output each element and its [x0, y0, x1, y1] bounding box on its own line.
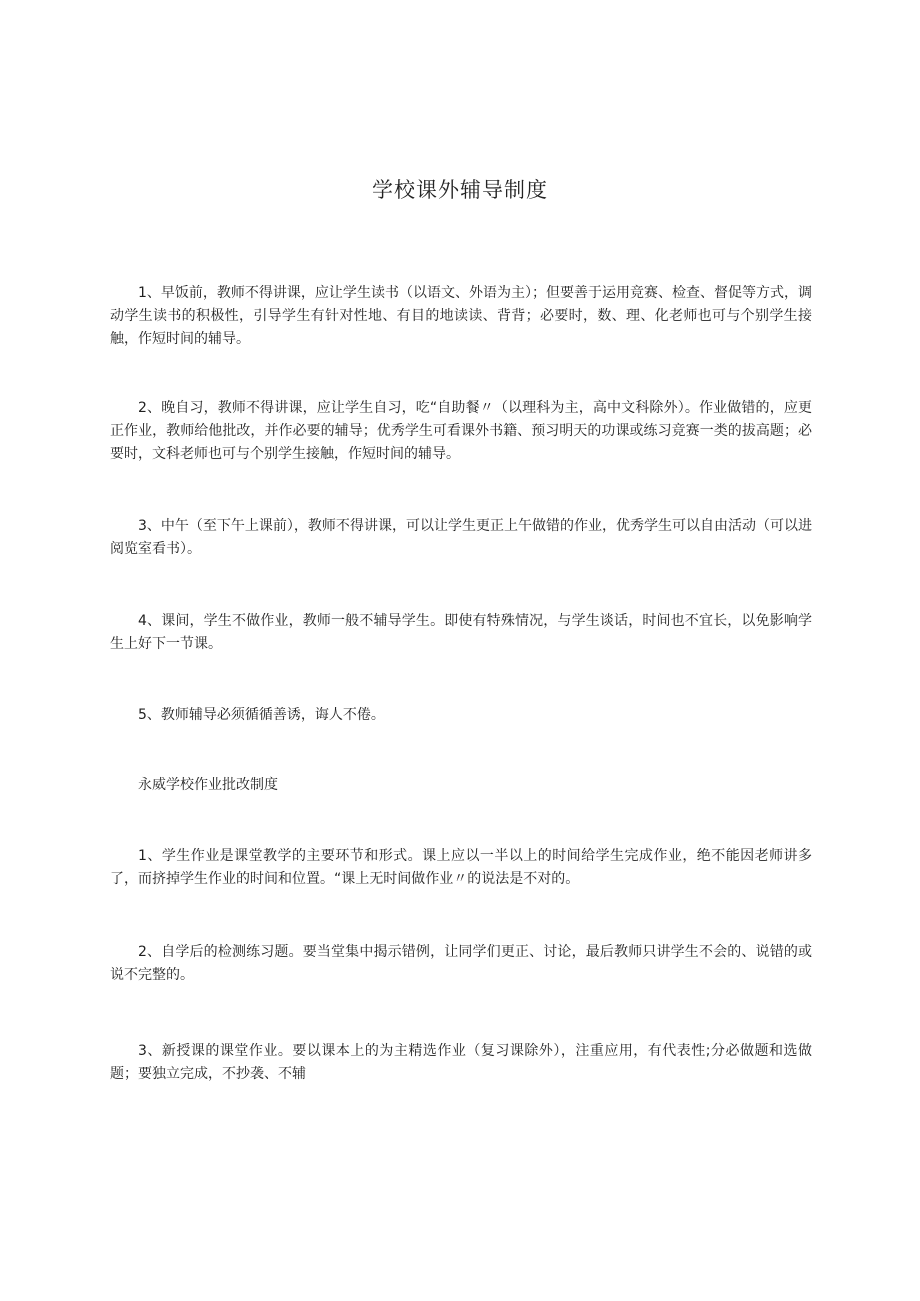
paragraph-homework-1: 1、学生作业是课堂教学的主要环节和形式。课上应以一半以上的时间给学生完成作业，绝不能因老师讲多了，而挤掉学生作业的时间和位置。“课上无时间做作业〃的说法是不对的。 — [110, 848, 812, 887]
paragraph-rule-3: 3、中午（至下午上课前），教师不得讲课，可以让学生更正上午做错的作业，优秀学生可以自由活动（可以进阅览室看书）。 — [110, 518, 812, 557]
paragraph-rule-4: 4、课间，学生不做作业，教师一般不辅导学生。即使有特殊情况，与学生谈话，时间也不宜长，以免影响学生上好下一节课。 — [110, 613, 812, 652]
paragraph-rule-1: 1、早饭前，教师不得讲课，应让学生读书（以语文、外语为主）；但要善于运用竞赛、检查、督促等方式，调动学生读书的积极性，引导学生有针对性地、有目的地读读、背背；必要时，数、理、化老师也可与个别学生接触，作短时间的辅导。 — [110, 285, 812, 347]
paragraph-rule-5: 5、教师辅导必须循循善诱，诲人不倦。 — [138, 707, 385, 723]
paragraph-homework-3: 3、新授课的课堂作业。要以课本上的为主精选作业（复习课除外），注重应用，有代表性;分必做题和选做题；要独立完成，不抄袭、不辅 — [110, 1043, 812, 1082]
paragraph-rule-2: 2、晚自习，教师不得讲课，应让学生自习，吃“自助餐〃（以理科为主，高中文科除外）。作业做错的，应更正作业，教师给他批改，并作必要的辅导；优秀学生可看课外书籍、预习明天的功课或练习竞赛一类的拔高题；必要时，文科老师也可与个别学生接触，作短时间的辅导。 — [110, 400, 812, 462]
paragraph-homework-2: 2、自学后的检测练习题。要当堂集中揭示错例，让同学们更正、讨论，最后教师只讲学生不会的、说错的或说不完整的。 — [110, 944, 812, 983]
section-subheading: 永威学校作业批改制度 — [138, 777, 278, 793]
document-title: 学校课外辅导制度 — [372, 178, 548, 202]
